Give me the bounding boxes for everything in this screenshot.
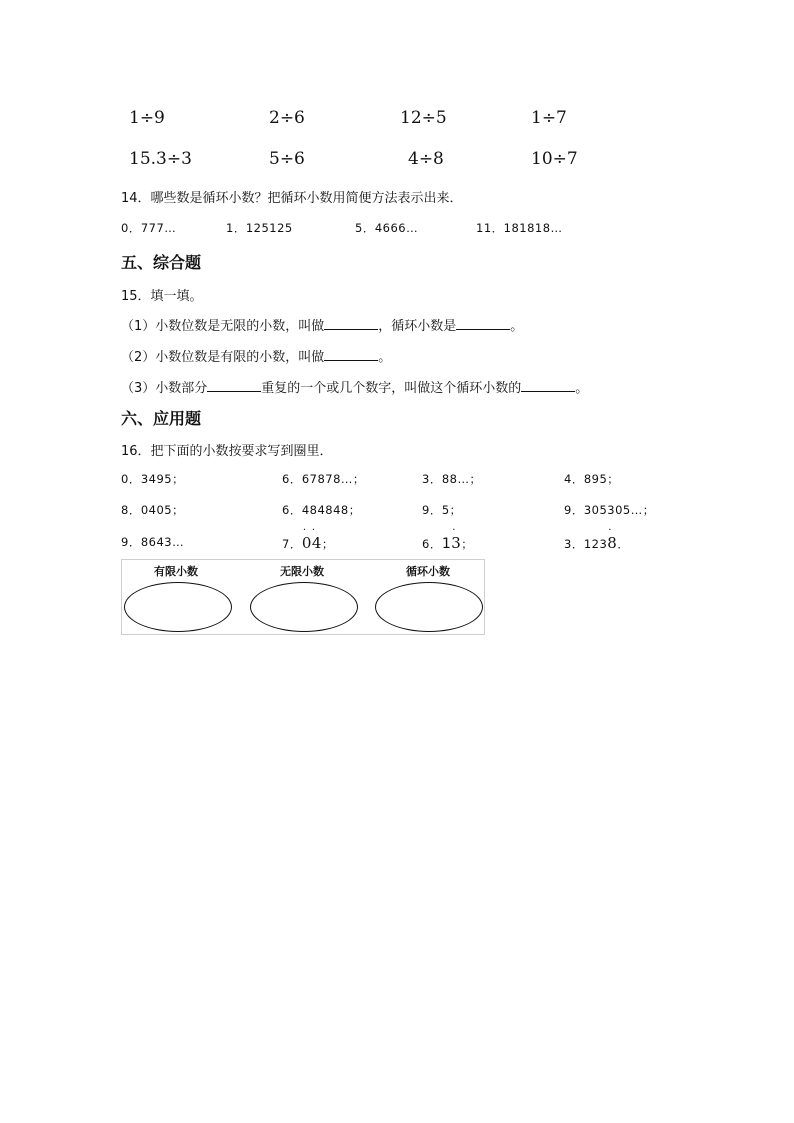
q14-prompt: 14．哪些数是循环小数？把循环小数用简便方法表示出来． bbox=[121, 191, 463, 206]
expression: 1÷9 bbox=[129, 108, 165, 128]
repeat-dot: · bbox=[452, 525, 456, 536]
expression: 2÷6 bbox=[269, 108, 305, 128]
expression: 4÷8 bbox=[408, 149, 444, 169]
answer-blank[interactable] bbox=[521, 379, 575, 392]
number-item: 6．484848； bbox=[282, 503, 361, 517]
repeat-dot: · bbox=[311, 525, 316, 536]
number-item: 6．67878…； bbox=[282, 472, 365, 486]
text: 。 bbox=[510, 319, 524, 334]
number-item: 0．777… bbox=[121, 221, 177, 235]
expression: 15.3÷3 bbox=[129, 149, 192, 169]
repeat-dot: · bbox=[608, 525, 612, 536]
number-item: 9．8643… bbox=[121, 535, 185, 549]
repeating-decimal: 3．123 · 8． bbox=[564, 525, 630, 552]
text: （2）小数位数是有限的小数，叫做 bbox=[121, 350, 325, 365]
set-label-finite: 有限小数 bbox=[154, 565, 198, 578]
text: 。 bbox=[575, 381, 589, 396]
expression: 10÷7 bbox=[531, 149, 578, 169]
repeating-decimal: 7． · · 04； bbox=[282, 525, 334, 552]
q15-part-3 bbox=[121, 377, 588, 396]
q15-part-1 bbox=[121, 315, 523, 334]
repeat-dot: · bbox=[302, 525, 307, 536]
number-item: 8．0405； bbox=[121, 503, 185, 517]
answer-blank[interactable] bbox=[456, 317, 510, 330]
section-heading: 五、综合题 bbox=[121, 253, 202, 272]
number-item: 11．181818… bbox=[476, 221, 563, 235]
repeating-decimal-circle[interactable] bbox=[375, 582, 483, 632]
text: 重复的一个或几个数字，叫做这个循环小数的 bbox=[261, 381, 522, 396]
q15-prompt: 15．填一填。 bbox=[121, 289, 203, 304]
text: （3）小数部分 bbox=[121, 381, 208, 396]
number-item: 9．305305…； bbox=[564, 503, 655, 517]
number-item: 3．88…； bbox=[422, 472, 482, 486]
finite-decimal-circle[interactable] bbox=[124, 582, 232, 632]
expression: 12÷5 bbox=[400, 108, 447, 128]
text: 。 bbox=[378, 350, 392, 365]
number-item: 0．3495； bbox=[121, 472, 185, 486]
set-label-infinite: 无限小数 bbox=[280, 565, 324, 578]
number-item: 1．125125 bbox=[226, 221, 293, 235]
number-item: 5．4666… bbox=[355, 221, 419, 235]
infinite-decimal-circle[interactable] bbox=[250, 582, 358, 632]
number-item: 9．5； bbox=[422, 503, 462, 517]
set-label-repeating: 循环小数 bbox=[406, 565, 450, 578]
classification-box bbox=[121, 559, 485, 635]
q15-part-2 bbox=[121, 346, 391, 365]
expression: 1÷7 bbox=[531, 108, 567, 128]
answer-blank[interactable] bbox=[207, 379, 261, 392]
text: （1）小数位数是无限的小数，叫做 bbox=[121, 319, 325, 334]
text: ，循环小数是 bbox=[378, 319, 457, 334]
number-item: 4．895； bbox=[564, 472, 620, 486]
section-heading: 六、应用题 bbox=[121, 409, 202, 428]
answer-blank[interactable] bbox=[324, 348, 378, 361]
answer-blank[interactable] bbox=[324, 317, 378, 330]
expression: 5÷6 bbox=[269, 149, 305, 169]
q16-prompt: 16．把下面的小数按要求写到圈里． bbox=[121, 444, 333, 459]
repeating-decimal: 6．1 · 3； bbox=[422, 525, 474, 552]
